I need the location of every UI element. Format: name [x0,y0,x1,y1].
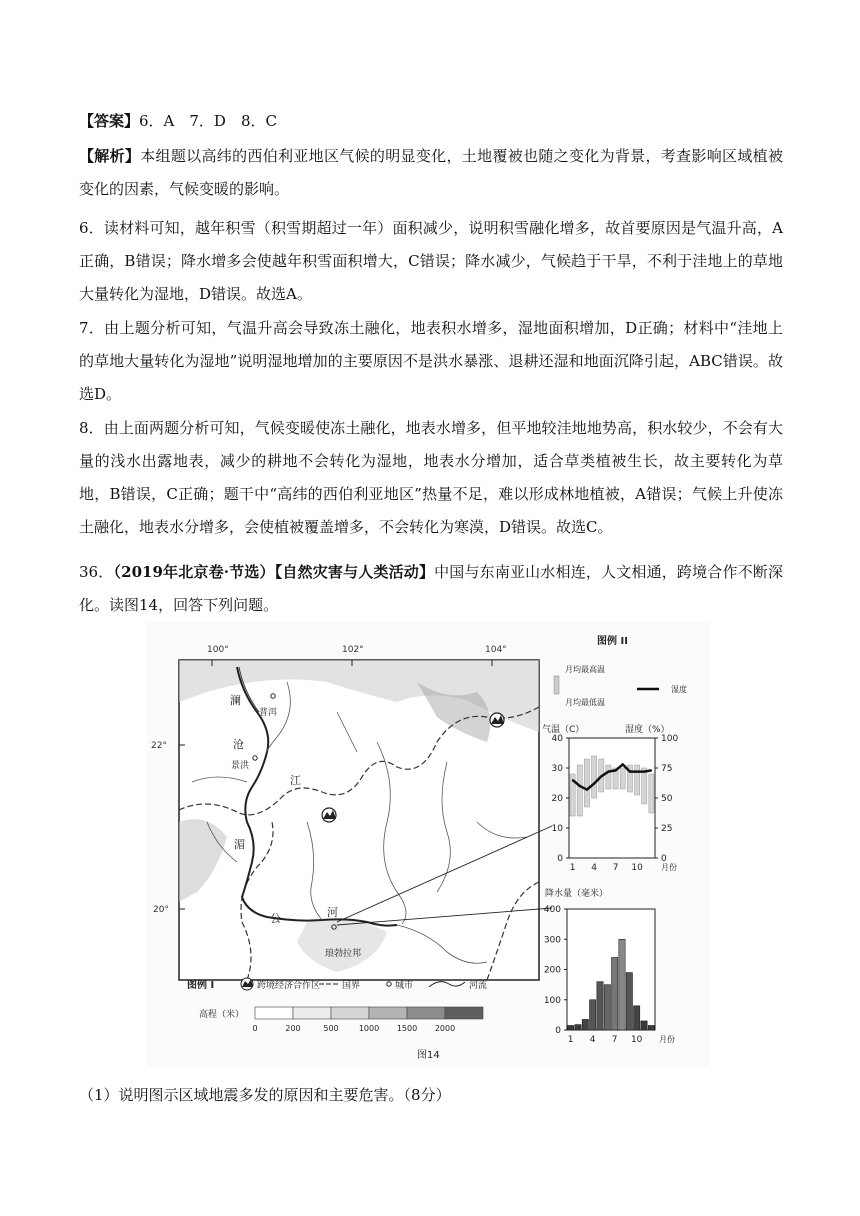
precip-bar [575,1025,581,1030]
temp-range-bar [584,759,589,807]
humidity-point [615,770,617,772]
cooperation-zone-icon [322,808,336,822]
precip-bar [590,1000,596,1030]
elevation-swatch [369,1007,407,1019]
elevation-label: 高程（米） [199,1010,245,1020]
humidity-point [593,783,595,785]
figure-14 [147,622,709,1068]
elevation-tick: 1000 [358,1024,380,1033]
river-char: 公 [270,912,281,925]
precip-tick-label: 300 [543,935,561,946]
precip-plot-frame [567,909,655,1030]
month-tick-label: 1 [567,1035,574,1045]
q36-source: （2019年北京卷·节选） [113,563,275,581]
elevation-swatch [445,1007,483,1019]
precip-tick-label: 100 [543,995,561,1006]
precip-bar [641,1021,647,1030]
lat-label: 22° [151,741,167,751]
month-tick-label: 7 [612,863,619,873]
lon-label: 104° [485,645,507,655]
elevation-tick: 2000 [434,1024,456,1033]
precip-bar [604,985,610,1030]
temp-range-bar [649,774,654,813]
q36-number: 36． [79,563,114,581]
precip-bar [626,973,632,1030]
precip-tick-label: 200 [543,965,561,976]
place-label: 琅勃拉邦 [325,949,362,959]
city-marker [387,982,391,986]
q8-explanation: 8．由上面两题分析可知，气候变暖使冻土融化，地表水增多，但平地较洼地地势高，积水较少，不会有大量的浅水出露地表，减少的耕地不会转化为湿地，地表水分增加，适合草类植被生长，故主要转化为草地，B错误，C正确；题干中“高纬的西伯利亚地区”热量不足，难以形成林地植被，A错误；气候上升使冻土融化，地表水分增多，会使植被覆盖增多，不会转化为寒漠，D错误。故选C。 [79,419,783,536]
precip-bar [619,939,625,1030]
question-1: （1）说明图示区域地震多发的原因和主要危害。（8分） [79,1086,451,1104]
elevation-swatch [407,1007,445,1019]
analysis-text: 本组题以高纬的西伯利亚地区气候的明显变化，土地覆被也随之变化为背景，考查影响区域植被变化的因素，气候变暖的影响。 [79,147,783,198]
lat-label: 20° [153,905,169,915]
humidity-point [608,771,610,773]
humidity-point [579,785,581,787]
legend-humidity: 湿度 [671,685,687,694]
legend-i-title: 图例 I [187,980,215,991]
elevation-tick: 200 [285,1024,301,1033]
temp-tick-label: 30 [551,764,563,774]
place-label: 景洪 [231,761,250,771]
lon-label: 100° [207,645,229,655]
legend-i [187,978,487,1033]
elevation-scale [252,1007,483,1033]
river-char: 澜 [230,694,241,707]
x-axis-label: 月份 [659,1035,675,1044]
answer-label: 【答案】 [79,112,140,130]
humidity-point [600,776,602,778]
q7-explanation: 7．由上题分析可知，气温升高会导致冻土融化，地表积水增多，湿地面积增加，D正确；材料中“洼地上的草地大量转化为湿地”说明湿地增加的主要原因不是洪水暴涨、退耕还湿和地面沉降引起，ABC错误。故选D。 [79,319,783,403]
precipitation-chart [544,887,675,1045]
temp-tick-label: 40 [551,734,563,744]
temp-range-bar [620,768,625,789]
elevation-tick: 1500 [396,1024,418,1033]
legend-item: 国界 [342,981,361,991]
humidity-tick-label: 75 [661,764,673,774]
elevation-swatch [331,1007,369,1019]
precip-bar [648,1025,654,1030]
river-char: 湄 [234,838,245,851]
legend-min-temp: 月均最低温 [565,698,605,707]
precip-bar [612,957,618,1030]
temp-axis-label: 气温（C） [542,725,585,735]
temp-tick-label: 0 [557,854,563,864]
precip-bar [634,1006,640,1030]
humidity-point [651,770,653,772]
river-char: 江 [290,774,301,787]
legend-ii [554,634,687,707]
legend-item: 城市 [395,981,414,991]
river-char: 沧 [233,738,244,751]
map [151,645,552,980]
lon-label: 102° [342,645,364,655]
river-char: 河 [327,906,338,919]
q36-topic: 【自然灾害与人类活动】 [274,563,435,581]
humidity-point [643,771,645,773]
humidity-point [572,779,574,781]
precip-tick-label: 400 [543,905,561,915]
humidity-tick-label: 50 [661,794,673,804]
humidity-tick-label: 25 [661,824,673,834]
month-tick-label: 10 [630,1035,643,1045]
legend-max-temp: 月均最高温 [565,665,605,674]
place-label: 普洱 [259,708,278,718]
month-tick-label: 4 [589,1035,596,1045]
humidity-point [622,764,624,766]
humidity-point [636,771,638,773]
precip-bar [568,1025,574,1030]
humidity-tick-label: 0 [661,854,667,864]
answer-text: 6．A 7．D 8．C [139,112,277,130]
elevation-swatch [255,1007,293,1019]
x-axis-label: 月份 [661,863,677,872]
legend-item: 河流 [469,981,488,991]
elevation-swatch [293,1007,331,1019]
answer-line [79,105,783,138]
precip-bar [597,982,603,1030]
legend-ii-title: 图例 II [597,636,628,647]
analysis-label: 【解析】 [79,147,141,165]
temp-range-bar [642,768,647,804]
climate-chart [542,723,678,873]
analysis-paragraph [79,140,783,206]
month-tick-label: 4 [591,863,597,873]
figure-caption: 图14 [417,1050,440,1061]
q36-paragraph [79,556,783,622]
temp-tick-label: 20 [551,794,563,804]
month-tick-label: 10 [631,863,643,873]
precip-axis-label: 降水量（毫米） [545,889,609,899]
cooperation-zone-icon [490,713,504,727]
temp-range-bar [592,756,597,798]
humidity-point [586,789,588,791]
temp-tick-label: 10 [551,824,563,834]
humidity-point [629,771,631,773]
elevation-tick: 500 [323,1024,339,1033]
temp-range-bar [577,765,582,816]
precip-tick-label: 0 [555,1026,561,1036]
temp-range-bar [635,765,640,795]
q6-explanation: 6．读材料可知，越年积雪（积雪期超过一年）面积减少，说明积雪融化增多，故首要原因是气温升高，A正确，B错误；降水增多会使越年积雪面积增大，C错误；降水减少，气候趋于干旱，不利于洼地上的草地大量转化为湿地，D错误。故选A。 [79,219,783,303]
humidity-tick-label: 100 [661,734,679,744]
month-tick-label: 7 [611,1035,618,1045]
humidity-axis-label: 湿度（%） [625,725,670,735]
precip-bar [582,1019,588,1030]
q36-text: 中国与东南亚山水相连，人文相通，跨境合作不断深化。读图14，回答下列问题。 [79,563,783,614]
temp-range-bar [606,765,611,789]
legend-item: 跨境经济合作区 [257,981,321,991]
cooperation-zone-icon [241,978,253,990]
elevation-tick: 0 [252,1024,258,1033]
month-tick-label: 1 [569,863,576,873]
